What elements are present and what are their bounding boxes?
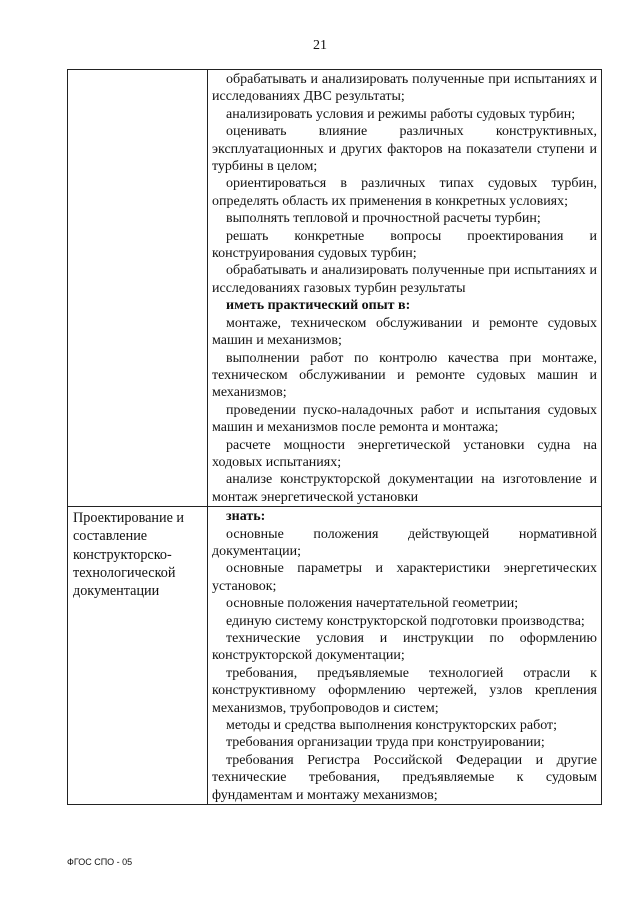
requirement-item: выполнять тепловой и прочностной расчеты турбин;: [226, 211, 541, 227]
competency-table: [67, 69, 602, 805]
requirements-cell: [208, 70, 602, 507]
requirement-item: расчете мощности энергетической установки судна на ходовых испытаниях;: [212, 437, 597, 470]
requirement-item: монтаже, техническом обслуживании и ремонте судовых машин и механизмов;: [212, 315, 597, 349]
requirement-item: анализе конструкторской документации на изготовление и монтаж энергетической установки: [212, 472, 597, 505]
table-row: [68, 507, 602, 805]
requirement-item: единую систему конструкторской подготовки производства;: [226, 613, 585, 629]
requirement-item: анализировать условия и режимы работы судовых турбин;: [226, 106, 576, 122]
requirement-item: обрабатывать и анализировать полученные при испытаниях и исследованиях ДВС результаты;: [212, 72, 597, 105]
footer-doc-code: ФГОС СПО - 05: [67, 857, 133, 867]
page-number: 21: [313, 38, 327, 53]
requirement-item: требования Регистра Российской Федерации и другие технические требования, предъявляемые к судовым фундаментам и монтажу механизмов;: [212, 752, 597, 803]
requirement-item: проведении пуско-наладочных работ и испытания судовых машин и механизмов после ремонта и монтажа;: [212, 402, 597, 436]
activity-cell: [68, 70, 208, 507]
activity-label: Проектирование и составление конструкторско-технологической документации: [73, 510, 185, 599]
requirement-item: решать конкретные вопросы проектирования и конструирования судовых турбин;: [212, 228, 597, 262]
requirement-item: основные параметры и характеристики энергетических установок;: [212, 561, 597, 594]
requirement-item: технические условия и инструкции по оформлению конструкторской документации;: [212, 631, 597, 664]
requirement-item: требования организации труда при конструировании;: [226, 735, 545, 751]
table-row: [68, 70, 602, 507]
requirement-item: методы и средства выполнения конструкторских работ;: [226, 718, 558, 734]
requirement-item: основные положения начертательной геометрии;: [226, 596, 519, 612]
requirement-item: оценивать влияние различных конструктивных, эксплуатационных и других факторов на показатели ступени и турбины в целом;: [212, 124, 597, 175]
requirements-cell: [208, 507, 602, 805]
section-heading: знать:: [226, 509, 266, 525]
requirement-item: основные положения действующей нормативной документации;: [212, 526, 597, 559]
requirement-item: обрабатывать и анализировать полученные при испытаниях и исследованиях газовых турбин результаты: [212, 263, 597, 296]
requirement-item: выполнении работ по контролю качества при монтаже, техническом обслуживании и ремонте судовых машин и механизмов;: [212, 350, 597, 401]
requirement-item: требования, предъявляемые технологией отрасли к конструктивному оформлению чертежей, узлов крепления механизмов, трубопроводов и систем;: [212, 665, 597, 716]
section-heading: иметь практический опыт в:: [226, 298, 411, 314]
activity-cell: [68, 507, 208, 805]
requirement-item: ориентироваться в различных типах судовых турбин, определять область их применения в конкретных условиях;: [212, 176, 597, 209]
